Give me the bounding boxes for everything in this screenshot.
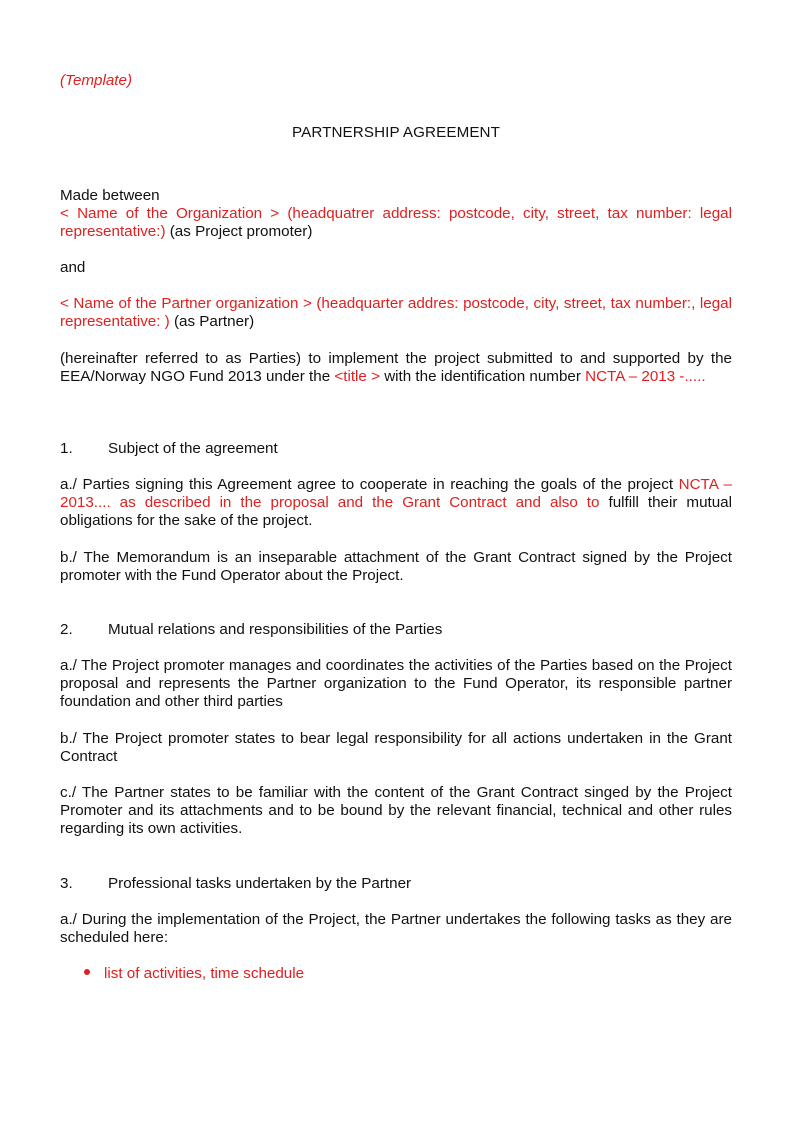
template-label: (Template) [60,72,133,89]
section-2-title: Mutual relations and responsibilities of the Parties [108,621,443,638]
made-between-label: Made between [60,187,160,204]
document-title: PARTNERSHIP AGREEMENT [291,124,501,141]
partner-paragraph [60,295,732,331]
and-label: and [60,259,86,276]
section-2-paragraph-a: a./ The Project promoter manages and coordinates the activities of the Parties based on the Project proposal and represents the Partner organization to the Fund Operator, its responsible partner foundation and other third parties [60,657,732,711]
organization-placeholder: < Name of the Organization > (headquatrer address: postcode, city, street, tax number: legal representative:) [60,205,732,241]
section-1-a-text-1: a./ Parties signing this Agreement agree to cooperate in reaching the goals of the project [60,476,679,493]
section-3-number: 3. [60,875,73,892]
bullet-icon [84,969,90,975]
document-page [60,0,732,1122]
section-2-paragraph-c: c./ The Partner states to be familiar with the content of the Grant Contract singed by the Project Promoter and its attachments and to be bound by the relevant financial, technical and other rules regarding its own activities. [60,784,732,838]
organization-paragraph [60,205,732,241]
organization-role: (as Project promoter) [165,223,313,241]
parties-paragraph [60,350,732,386]
section-3-title: Professional tasks undertaken by the Partner [108,875,412,892]
section-1-heading [60,440,732,458]
section-2-number: 2. [60,621,73,638]
list-item [84,965,304,983]
list-item-text: list of activities, time schedule [104,965,305,982]
section-3-paragraph-a: a./ During the implementation of the Project, the Partner undertakes the following tasks as they are scheduled here: [60,911,732,947]
section-1-title: Subject of the agreement [108,440,278,457]
section-1-a-placeholder: NCTA – 2013.... as described in the proposal and the Grant Contract and also to [60,476,733,512]
section-1-number: 1. [60,440,73,457]
parties-text-2: with the identification number [379,368,586,386]
partner-placeholder: < Name of the Partner organization > (headquarter addres: postcode, city, street, tax number:, legal representative: ) [60,295,732,331]
section-2-heading [60,621,732,639]
section-1-paragraph-a [60,476,732,531]
parties-text-1: (hereinafter referred to as Parties) to implement the project submitted to and supported by the EEA/Norway NGO Fund 2013 under the [60,350,732,386]
partner-role: (as Partner) [169,313,255,331]
section-3-heading [60,875,732,893]
project-title-placeholder: <title > [334,368,380,386]
section-1-a-text-2: fulfill their mutual obligations for the sake of the project. [60,494,733,530]
section-1-paragraph-b: b./ The Memorandum is an inseparable attachment of the Grant Contract signed by the Project promoter with the Fund Operator about the Project. [60,549,732,585]
section-2-paragraph-b: b./ The Project promoter states to bear legal responsibility for all actions undertaken in the Grant Contract [60,730,732,766]
project-id-placeholder: NCTA – 2013 -..... [585,368,706,386]
